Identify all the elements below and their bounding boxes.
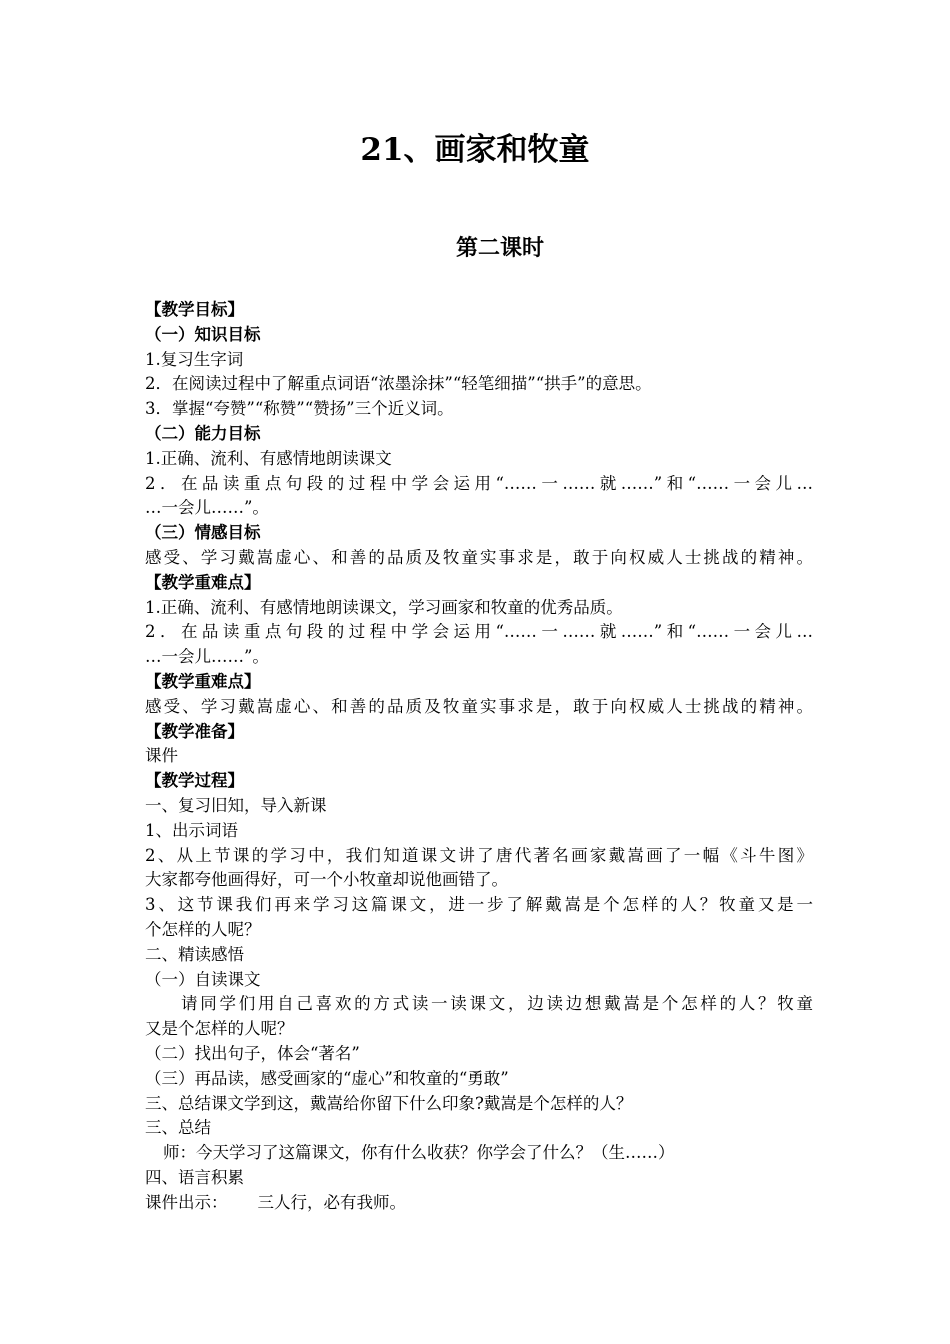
paragraph-line: （三）再品读，感受画家的“虚心”和牧童的“勇敢” [145, 1068, 509, 1088]
paragraph-line: 请同学们用自己喜欢的方式读一读课文，边读边想戴嵩是个怎样的人？牧童 [181, 994, 813, 1014]
paragraph-line: 二、精读感悟 [145, 944, 244, 964]
paragraph-line: …一会儿……”。 [145, 498, 269, 518]
courseware-line [145, 1191, 813, 1216]
paragraph-line: 3、这节课我们再来学习这篇课文，进一步了解戴嵩是个怎样的人？牧童又是一 [145, 895, 813, 915]
paragraph-line: …一会儿……”。 [145, 647, 269, 667]
section-heading-process: 【教学过程】 [145, 771, 244, 791]
subheading-knowledge-goals: （一）知识目标 [145, 324, 261, 344]
paragraph-line: 2．在品读重点句段的过程中学会运用“……一……就……”和“……一会儿… [145, 622, 813, 642]
section-heading-objectives: 【教学目标】 [145, 300, 244, 319]
paragraph-line: 2．在品读重点句段的过程中学会运用“……一……就……”和“……一会儿… [145, 473, 813, 493]
document-title: 21、画家和牧童 [360, 132, 590, 168]
paragraph-line: （二）找出句子，体会“著名” [145, 1043, 360, 1063]
paragraph-line: 师：今天学习了这篇课文，你有什么收获？你学会了什么？（生……） [163, 1143, 675, 1163]
paragraph-line: 2．在阅读过程中了解重点词语“浓墨涂抹”“轻笔细描”“拱手”的意思。 [145, 374, 652, 394]
paragraph-line: 2、从上节课的学习中，我们知道课文讲了唐代著名画家戴嵩画了一幅《斗牛图》 [145, 845, 813, 865]
subheading-ability-goals: （二）能力目标 [145, 423, 261, 443]
section-heading-key-points: 【教学重难点】 [145, 671, 261, 691]
section-heading-preparation: 【教学准备】 [145, 721, 244, 741]
paragraph-line: （一）自读课文 [145, 969, 261, 989]
paragraph-line: 四、语言积累 [145, 1167, 244, 1187]
paragraph-line: 课件 [145, 746, 178, 766]
paragraph-line: 感受、学习戴嵩虚心、和善的品质及牧童实事求是，敢于向权威人士挑战的精神。 [145, 696, 813, 716]
section-heading-key-points: 【教学重难点】 [145, 572, 261, 592]
paragraph-line: 1.正确、流利、有感情地朗读课文，学习画家和牧童的优秀品质。 [145, 597, 623, 617]
paragraph-line: 大家都夸他画得好，可一个小牧童却说他画错了。 [145, 870, 508, 890]
paragraph-line: 三、总结课文学到这，戴嵩给你留下什么印象?戴嵩是个怎样的人？ [145, 1093, 633, 1113]
paragraph-line: 1.复习生字词 [145, 349, 244, 369]
courseware-label: 课件出示： [145, 1192, 228, 1212]
paragraph-line: 1.正确、流利、有感情地朗读课文 [145, 448, 392, 468]
paragraph-line: 1、出示词语 [145, 820, 238, 840]
paragraph-line: 又是个怎样的人呢？ [145, 1019, 294, 1039]
paragraph-line: 感受、学习戴嵩虚心、和善的品质及牧童实事求是，敢于向权威人士挑战的精神。 [145, 547, 813, 567]
paragraph-line: 三、总结 [145, 1118, 211, 1138]
lesson-subtitle: 第二课时 [455, 235, 544, 261]
paragraph-line: 个怎样的人呢？ [145, 919, 261, 939]
paragraph-line: 3．掌握“夸赞”“称赞”“赞扬”三个近义词。 [145, 399, 454, 419]
courseware-quote: 三人行，必有我师。 [257, 1192, 406, 1212]
subheading-emotion-goals: （三）情感目标 [145, 523, 261, 543]
document-body [145, 298, 813, 1215]
paragraph-line: 一、复习旧知，导入新课 [145, 795, 327, 815]
